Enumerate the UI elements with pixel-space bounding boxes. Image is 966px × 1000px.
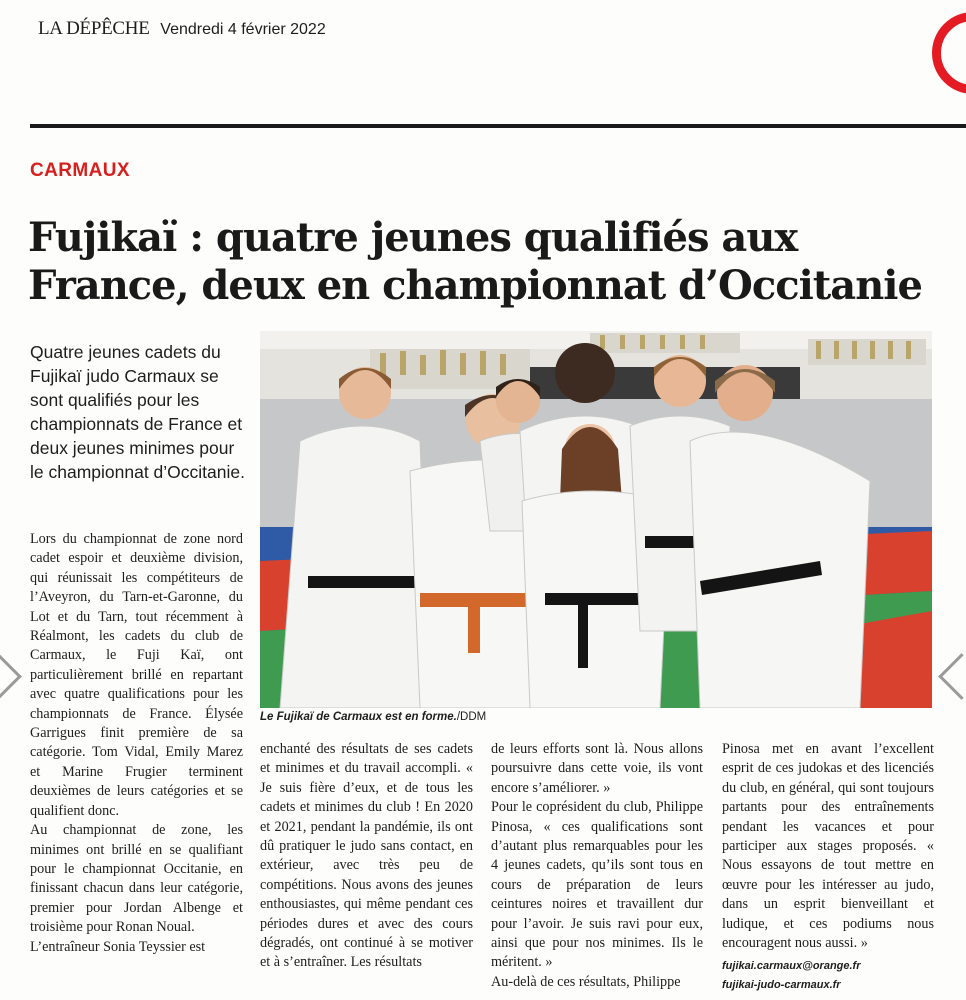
chevron-left-icon[interactable] [0,653,22,700]
paragraph: Au championnat de zone, les minimes ont brillé en se qualifiant pour le championnat Occitanie, en finissant chacun dans leur catégorie, premier pour Jordan Albenge et troisième pour Ronan Noual. [30,822,243,936]
photo-credit: /DDM [456,711,487,723]
header-rule [30,124,966,128]
paragraph: de leurs efforts sont là. Nous allons poursuivre dans cette voie, ils vont encore s’améliorer. » [491,741,703,796]
paragraph: enchanté des résultats de ses cadets et minimes et du travail accompli. « Je suis fière d’eux, et de tous les cadets et minimes du club ! En 2020 et 2021, pendant la pandémie, ils ont dû pratiquer le judo sans contact, en extérieur, avec très peu de compétitions. Nous avons des jeunes enthousiastes, qui même pendant ces périodes dures et avec des cours dégradés, ont continué à se motiver et à s’entraîner. Les résultats [260,741,473,971]
article-photo[interactable] [260,331,932,708]
article-lead: Quatre jeunes cadets du Fujikaï judo Carmaux se sont qualifiés pour les championnats de France et deux jeunes minimes pour le championnat d’Occitanie. [30,342,245,482]
masthead [38,18,326,40]
paragraph: Au-delà de ces résultats, Philippe [491,973,681,990]
paragraph: Lors du championnat de zone nord cadet espoir et deuxième division, qui réunissait les compétiteurs de l’Aveyron, du Tarn-et-Garonne, du Lot et du Tarn, tout récemment à Réalmont, les cadets du club de Carmaux, le Fuji Kaï, ont particulièrement brillé en repartant avec quatre qualifications pour les championnats de France. Élysée Garrigues finit première de sa catégorie. Tom Vidal, Emily Marez et Marine Frugier terminent deuxièmes de leurs catégories et se qualifient donc. [30,531,243,819]
chevron-right-icon[interactable] [938,653,966,700]
issue-date: Vendredi 4 février 2022 [160,21,326,38]
paragraph: L’entraîneur Sonia Teyssier est [30,938,206,955]
section-logo-icon [932,12,966,94]
article-headline: Fujikaï : quatre jeunes qualifiés aux France, deux en championnat d’Occitanie [28,214,922,309]
club-email[interactable]: fujikai.carmaux@orange.fr [722,960,861,973]
caption-text: Le Fujikaï de Carmaux est en forme. [260,711,457,723]
judo-team-photo [260,331,932,708]
paragraph: Pinosa met en avant l’excellent esprit de ces judokas et des licenciés du club, en général, qui sont toujours partants pour des entraînements pendant les vacances et pour participer aux stages proposés. « Nous essayons de tout mettre en œuvre pour les intéresser au judo, dans un esprit bienveillant et ludique, et ces podiums nous encouragent nous aussi. » [722,741,934,952]
body-column-3 [491,740,703,992]
section-label: CARMAUX [30,160,130,181]
newspaper-name: LA DÉPÊCHE [38,18,150,39]
body-column-2 [260,740,473,973]
body-column-1 [30,530,243,957]
body-column-4 [722,740,934,995]
photo-caption [260,711,486,723]
club-website[interactable]: fujikai-judo-carmaux.fr [722,979,841,992]
paragraph: Pour le coprésident du club, Philippe Pinosa, « ces qualifications sont d’autant plus remarquables pour les 4 jeunes cadets, qu’ils sont tous en cours de préparation de leurs ceintures noires et travaillent dur pour l’avoir. Je suis ravi pour eux, ainsi que pour nos minimes. Ils le méritent. » [491,799,703,971]
